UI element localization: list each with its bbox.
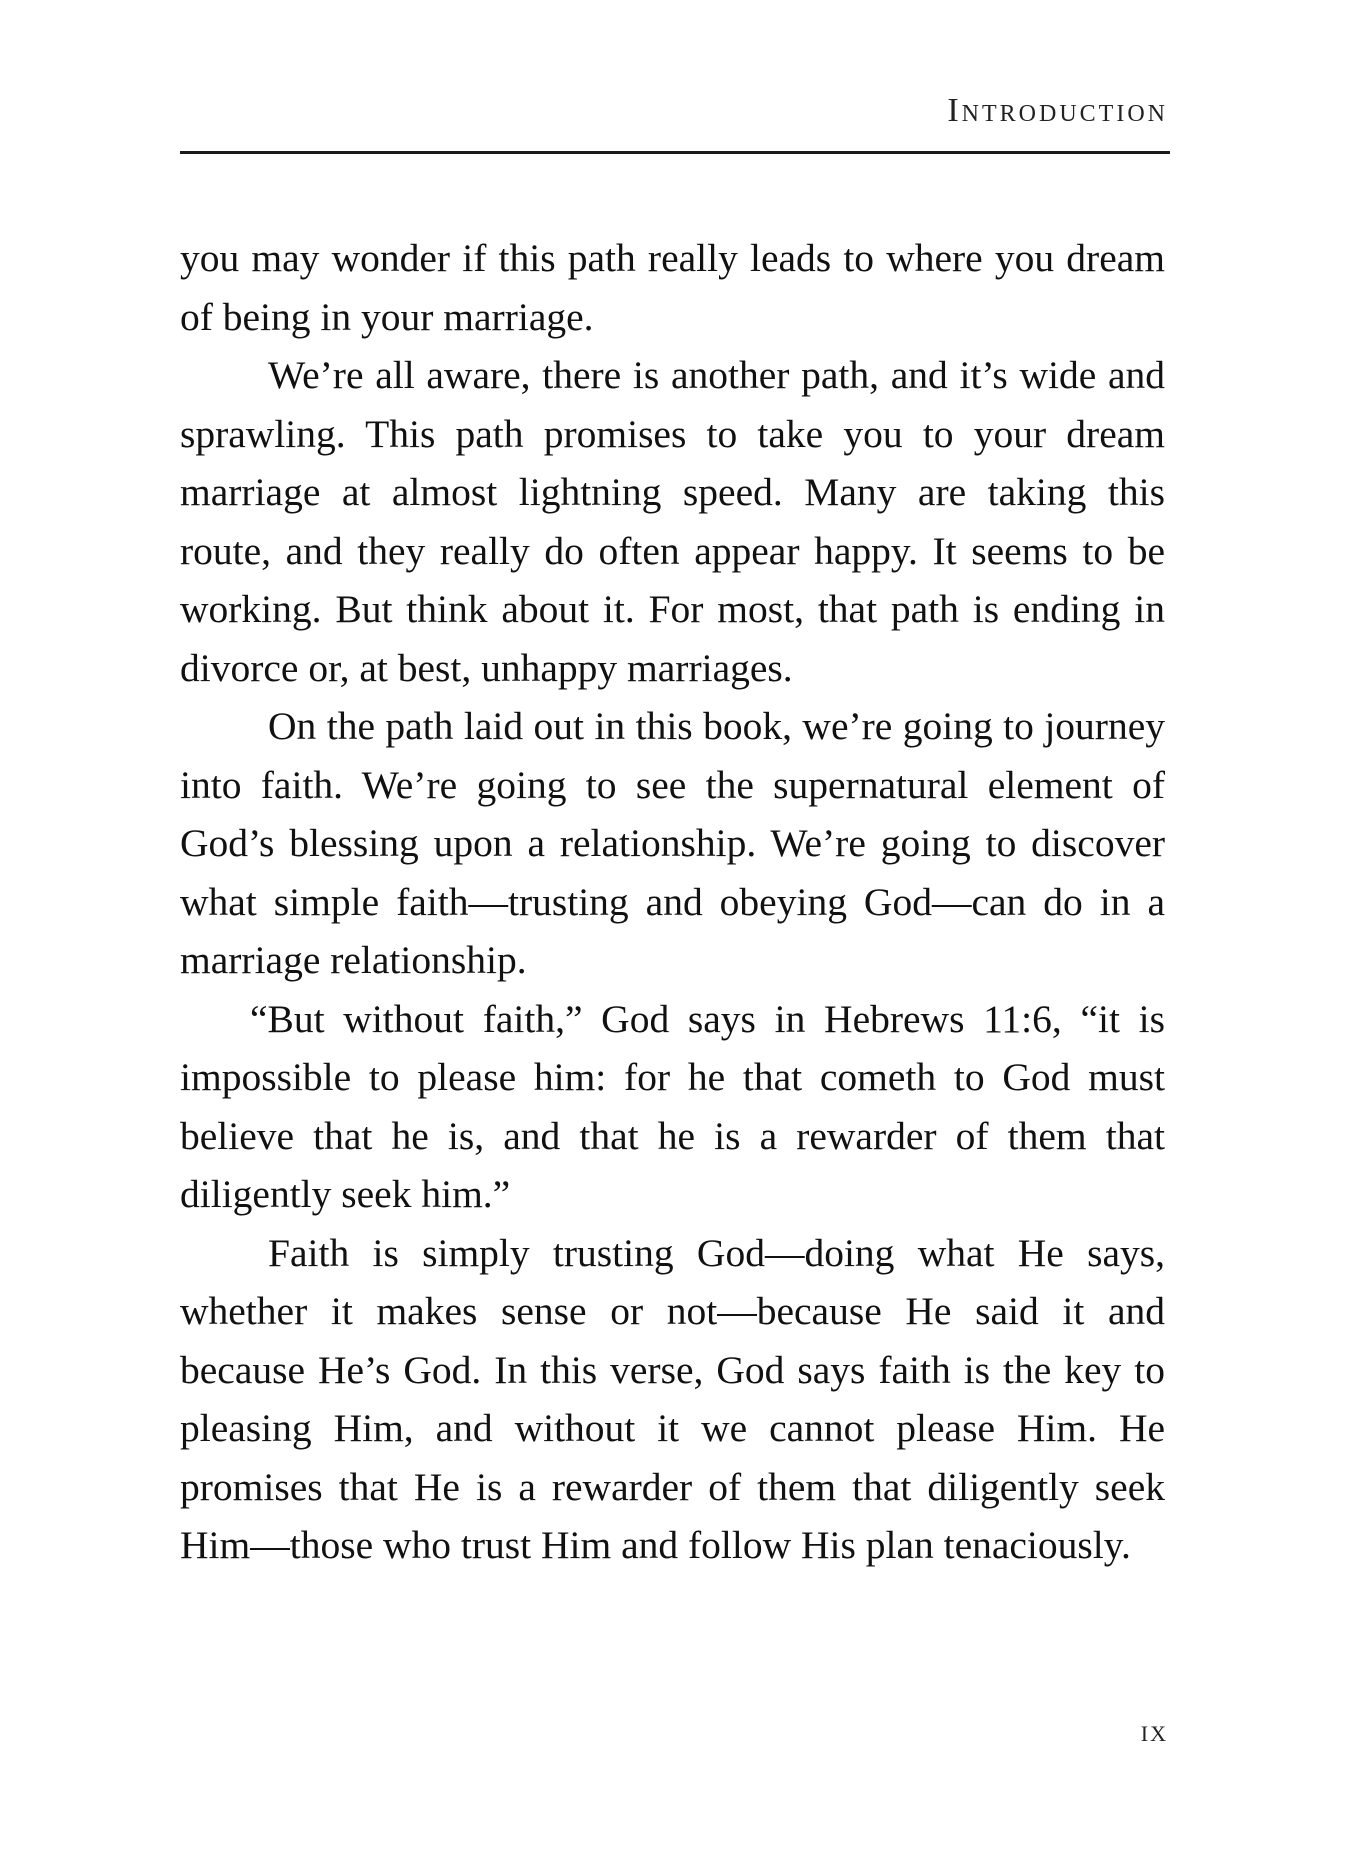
- header-rule: [180, 151, 1170, 154]
- running-head-title: Introduction: [947, 92, 1168, 129]
- paragraph-journey-into-faith: On the path laid out in this book, we’re going to journey into faith. We’re going to see the supernatural element of God’s blessing upon a relationship. We’re going to discover what simple faith—trusting and obeying God—can do in a marriage relationship.: [180, 704, 1165, 982]
- page-number: ix: [1140, 1713, 1168, 1748]
- paragraph-continuation: you may wonder if this path really leads to where you dream of being in your marriage.: [180, 236, 1165, 339]
- paragraph-faith-definition: Faith is simply trusting God—doing what He says, whether it makes sense or not—because He said it and because He’s God. In this verse, God says faith is the key to pleasing Him, and without it we cannot please Him. He promises that He is a rewarder of them that diligently seek Him—those who trust Him and follow His plan tenaciously.: [180, 1230, 1165, 1567]
- paragraph-another-path: We’re all aware, there is another path, and it’s wide and sprawling. This path promises to take you to your dream marriage at almost lightning speed. Many are taking this route, and they really do often appear happy. It seems to be working. But think about it. For most, that path is ending in divorce or, at best, unhappy marriages.: [180, 353, 1165, 690]
- paragraph-hebrews-quote: “But without faith,” God says in Hebrews 11:6, “it is impossible to please him: for he that cometh to God must believe that he is, and that he is a rewarder of them that diligently seek him.”: [180, 996, 1165, 1216]
- body-text: [180, 229, 1165, 1575]
